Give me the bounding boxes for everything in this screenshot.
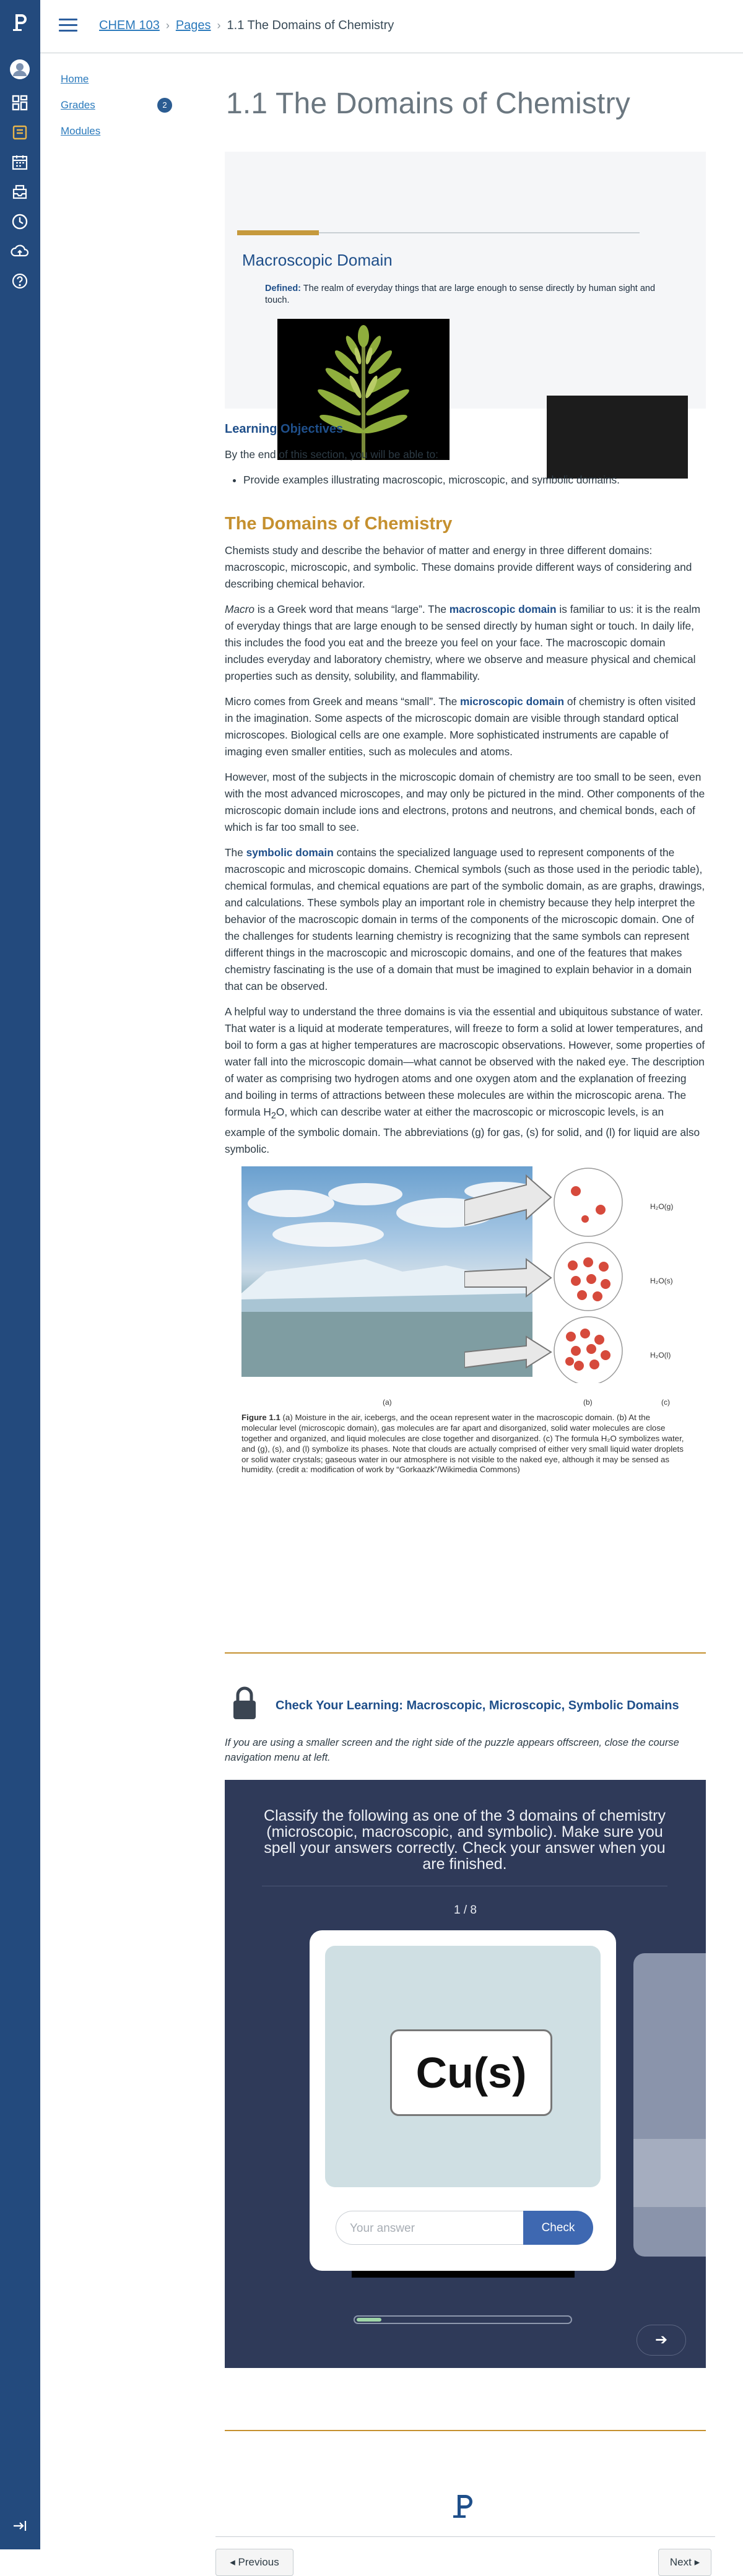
course-nav-grades[interactable]: Grades <box>61 99 95 111</box>
top-bar <box>40 0 743 53</box>
course-nav-home[interactable]: Home <box>61 73 89 85</box>
account-icon[interactable] <box>6 56 33 83</box>
breadcrumb-separator-icon: › <box>165 19 170 32</box>
grades-badge: 2 <box>157 98 172 113</box>
institution-logo[interactable] <box>6 9 33 36</box>
definition-text: The realm of everyday things that are large enough to sense directly by human sight and touch. <box>265 284 656 305</box>
divider <box>225 2430 706 2431</box>
p5-text: The <box>225 846 246 859</box>
label-a: (a) <box>383 1398 392 1407</box>
footer-rule <box>215 2536 715 2537</box>
commons-icon[interactable] <box>6 238 33 265</box>
label-b: (b) <box>583 1398 593 1407</box>
objectives-list <box>243 472 706 488</box>
p3-text: of chemistry is often visited in the imagination. Some aspects of the microscopic domain are visible through standard optical microscopes. Biological cells are one example. More sophisticated instruments are capable of imaging even smaller entities, such as molecules and atoms. <box>225 695 696 758</box>
next-card-peek-lower <box>633 2139 706 2207</box>
p2-text: is familiar to us: it is the realm of everyday things that are large enough to be sensed directly by human sight or touch. In daily life, this includes the food you eat and the breeze you feel on your face. The macroscopic domain includes everyday and laboratory chemistry, where we observe and measure physical and chemical properties such as density, solubility, and flammability. <box>225 603 701 682</box>
keyword-macroscopic: macroscopic domain <box>449 603 557 615</box>
definition-label: Defined: <box>265 284 301 293</box>
p3-text: Micro comes from Greek and means “small”. The <box>225 695 460 708</box>
paragraph-microscopic <box>225 693 706 760</box>
course-nav <box>61 73 178 151</box>
breadcrumb <box>99 19 394 33</box>
divider <box>225 1652 706 1654</box>
breadcrumb-separator-icon: › <box>217 19 221 32</box>
help-icon[interactable] <box>6 267 33 295</box>
p6-text: O, which can describe water at either the macroscopic or microscopic levels, is an example of the symbolic domain. The abbreviations (g) for gas, (s) for solid, and (l) for liquid are also symbolic. <box>225 1106 700 1156</box>
lock-icon <box>232 1686 257 1720</box>
macro-term: Macro <box>225 603 255 615</box>
dashboard-icon[interactable] <box>6 89 33 116</box>
menu-toggle-icon[interactable] <box>59 19 77 32</box>
next-card-peek <box>633 1953 706 2257</box>
p6-subscript: 2 <box>271 1111 276 1121</box>
course-nav-modules[interactable]: Modules <box>61 125 101 137</box>
page-title: 1.1 The Domains of Chemistry <box>226 87 630 120</box>
courses-icon[interactable] <box>6 119 33 146</box>
page-content <box>225 87 706 2568</box>
paragraph-water <box>225 1004 706 1158</box>
hero-rule <box>319 232 640 233</box>
hero-heading: Macroscopic Domain <box>242 251 393 269</box>
figure-water-domains <box>241 1166 687 1475</box>
flash-card <box>310 1930 616 2271</box>
progress-fill <box>357 2318 381 2322</box>
label-liquid: H₂O(l) <box>650 1351 671 1360</box>
label-gas: H₂O(g) <box>650 1202 674 1212</box>
footer-logo-icon <box>451 2492 476 2520</box>
card-face <box>325 1946 601 2187</box>
keyword-microscopic: microscopic domain <box>459 695 565 708</box>
check-button[interactable]: Check <box>523 2211 593 2245</box>
paragraph-intro: Chemists study and describe the behavior of matter and energy in three different domains: macroscopic, microscopic, and symbolic. These domains provide different ways of considering and describing chemical behavior. <box>225 544 692 590</box>
paragraph-microscopic-2: However, most of the subjects in the microscopic domain of chemistry are too small to be seen, even with the most advanced microscopes, and may only be pictured in the mind. Other components of the microscopic domain include ions and electrons, protons and neutrons, and chemical bonds, each of which is far too small to see. <box>225 771 705 833</box>
hero-definition <box>265 283 661 306</box>
check-learning-title: Check Your Learning: Macroscopic, Microscopic, Symbolic Domains <box>276 1699 679 1712</box>
label-solid: H₂O(s) <box>650 1277 673 1286</box>
previous-button[interactable]: ◂ Previous <box>215 2549 293 2576</box>
history-icon[interactable] <box>6 208 33 235</box>
objectives-heading: Learning Objectives <box>225 422 344 436</box>
label-c: (c) <box>661 1398 670 1407</box>
keyword-symbolic: symbolic domain <box>246 846 334 859</box>
caption-text: (a) Moisture in the air, icebergs, and the ocean represent water in the macroscopic domain. (b) At the molecular level (microscopic domain), gas molecules are far apart and disorganized, solid water molecules are close together and organized, and liquid molecules are close together and disorganized. (c) The formula H₂O symbolizes water, and (g), (s), and (l) symbolize its phases. Note that clouds are actually comprised of either very small liquid water droplets or solid water crystals; gaseous water in our atmosphere is not visible to the naked eye, although it may be sensed as humidity. (credit a: modification of work by “Gorkaazk”/Wikimedia Commons) <box>241 1413 684 1475</box>
inbox-icon[interactable] <box>6 178 33 206</box>
figure-caption <box>241 1413 687 1475</box>
breadcrumb-pages[interactable]: Pages <box>175 19 211 32</box>
breadcrumb-course[interactable]: CHEM 103 <box>99 19 160 32</box>
objectives-intro: By the end of this section, you will be able to: <box>225 448 438 461</box>
paragraph-macroscopic <box>225 601 706 685</box>
paragraph-symbolic <box>225 844 706 995</box>
puzzle-question: Classify the following as one of the 3 domains of chemistry (microscopic, macroscopic, and symbolic). Make sure you spell your answers correctly. Check your answer when you are finished. <box>264 1807 666 1873</box>
puzzle-counter: 1 / 8 <box>454 1904 477 1917</box>
hero-accent-bar <box>237 230 319 235</box>
progress-bar <box>354 2315 572 2324</box>
answer-input[interactable]: Your answer <box>336 2211 523 2245</box>
breadcrumb-current: 1.1 The Domains of Chemistry <box>227 19 394 32</box>
caption-label: Figure 1.1 <box>241 1413 280 1423</box>
p2-text: is a Greek word that means “large”. The <box>254 603 450 615</box>
objective-item: • Provide examples illustrating macroscopic, microscopic, and symbolic domains. <box>243 472 706 488</box>
card-prompt: Cu(s) <box>390 2029 552 2116</box>
p6-text: A helpful way to understand the three domains is via the essential and ubiquitous substance of water. That water is a liquid at moderate temperatures, will freeze to form a solid at lower temperatures, and boil to form a gas at higher temperatures are macroscopic observations. However, some properties of water fall into the microscopic domain—what cannot be observed with the naked eye. The description of water as comprising two hydrogen atoms and one oxygen atom and the explanation of freezing and boiling in terms of attractions between these molecules are within the microscopic arena. The formula H <box>225 1005 705 1118</box>
section-heading: The Domains of Chemistry <box>225 514 453 534</box>
screen-size-note: If you are using a smaller screen and the right side of the puzzle appears offscreen, close the course navigation menu at left. <box>225 1737 679 1763</box>
hero-banner <box>225 152 706 409</box>
next-button[interactable]: Next ▸ <box>658 2549 711 2576</box>
next-card-button[interactable]: ➔ <box>637 2325 686 2356</box>
global-nav <box>0 0 40 2549</box>
collapse-nav-icon[interactable] <box>6 2512 33 2539</box>
p5-text: contains the specialized language used to represent components of the macroscopic and microscopic domains. Chemical symbols (such as those used in the periodic table), chemical formulas, and chemical equations are part of the symbolic domain, as are graphs, drawings, and calculations. These symbols play an important role in chemistry because they help interpret the behavior of the macroscopic domain in terms of the components of the microscopic domain. One of the challenges for students learning chemistry is recognizing that the same symbols can represent different things in the macroscopic and microscopic domains, and one of the features that makes chemistry fascinating is the use of a domain that must be imagined to explain behavior in a domain that can be observed. <box>225 846 705 992</box>
calendar-icon[interactable] <box>6 149 33 176</box>
puzzle-widget <box>225 1780 706 2368</box>
article-body <box>225 418 706 1475</box>
